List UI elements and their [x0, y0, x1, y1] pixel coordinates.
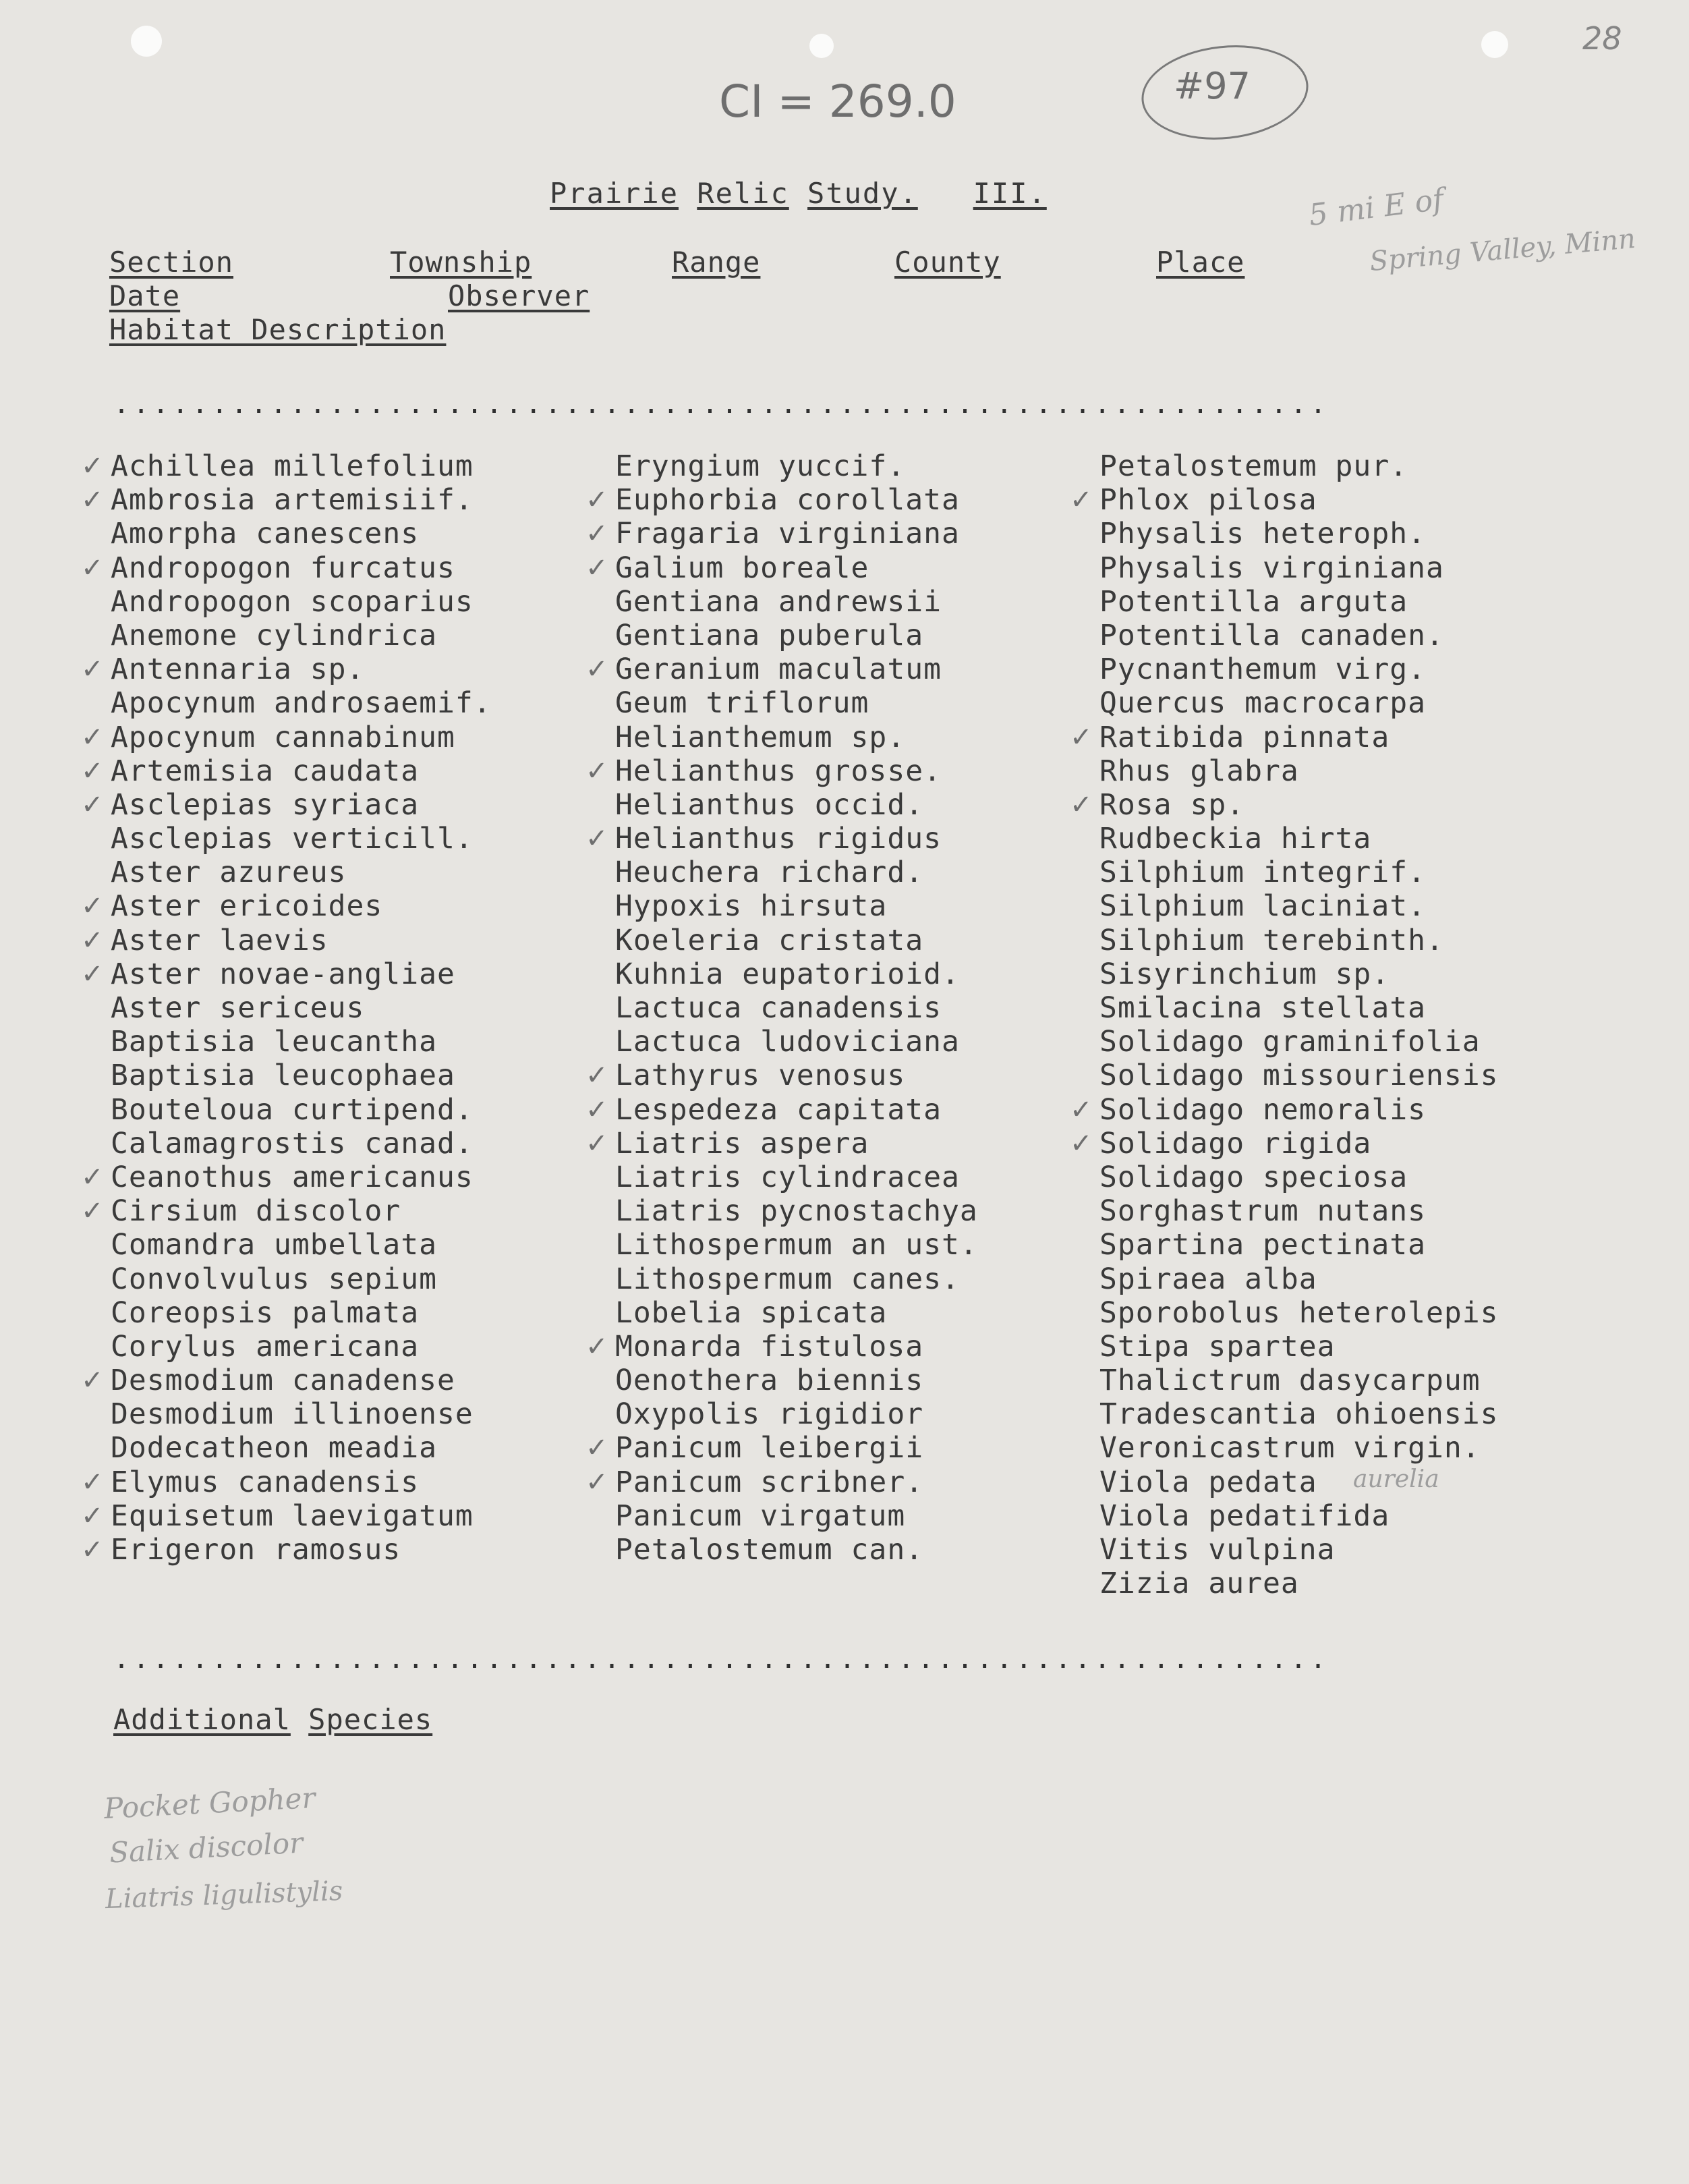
- species-name: Ambrosia artemisiif.: [111, 483, 474, 517]
- species-row: [615, 686, 978, 720]
- species-name: Equisetum laevigatum: [111, 1499, 474, 1533]
- species-row: [1099, 1228, 1499, 1262]
- check-mark-icon: ✓: [585, 1127, 609, 1159]
- species-row: [1099, 1059, 1499, 1092]
- county-field: County: [894, 246, 1001, 279]
- species-row: [615, 924, 978, 957]
- species-name: Physalis virginiana: [1099, 551, 1444, 585]
- species-row: [111, 1127, 492, 1160]
- check-mark-icon: ✓: [81, 1196, 105, 1227]
- species-row: [585, 652, 978, 687]
- species-row: [615, 957, 978, 991]
- check-mark-icon: ✓: [81, 552, 105, 584]
- species-name: Convolvulus sepium: [111, 1262, 437, 1296]
- species-name: Galium boreale: [615, 551, 869, 585]
- species-name: Desmodium illinoense: [111, 1397, 474, 1432]
- species-row: [615, 1533, 978, 1567]
- species-row: [81, 551, 492, 585]
- species-row: [1099, 1567, 1499, 1600]
- check-mark-icon: ✓: [585, 1094, 609, 1125]
- species-row: [1099, 1364, 1499, 1397]
- species-name: Aster novae-angliae: [111, 957, 455, 991]
- location-note-line1: 5 mi E of: [1307, 181, 1446, 233]
- species-row: [1099, 822, 1499, 856]
- viola-pedata-note: aurelia: [1353, 1465, 1439, 1493]
- species-row: [111, 686, 492, 720]
- species-row: [81, 1194, 492, 1229]
- species-row: [1099, 1160, 1499, 1194]
- species-name: Calamagrostis canad.: [111, 1126, 474, 1160]
- check-mark-icon: ✓: [81, 451, 105, 482]
- check-mark-icon: ✓: [1070, 789, 1093, 820]
- check-mark-icon: ✓: [81, 958, 105, 990]
- species-name: Amorpha canescens: [111, 517, 420, 551]
- species-name: Panicum leibergii: [615, 1431, 924, 1465]
- species-name: Silphium terebinth.: [1099, 923, 1444, 957]
- species-name: Lactuca canadensis: [615, 991, 942, 1025]
- species-name: Corylus americana: [111, 1329, 420, 1364]
- species-row: [615, 889, 978, 923]
- species-name: Solidago speciosa: [1099, 1160, 1408, 1194]
- title-word-3: Study.: [807, 177, 918, 210]
- separator-top: ..............................................................: [113, 389, 1330, 420]
- species-row: [615, 1025, 978, 1059]
- check-mark-icon: ✓: [81, 721, 105, 753]
- species-row: [1099, 856, 1499, 889]
- species-row: [1099, 686, 1499, 720]
- species-name: Artemisia caudata: [111, 754, 420, 788]
- species-name: Geranium maculatum: [615, 652, 942, 687]
- species-name: Sporobolus heterolepis: [1099, 1295, 1499, 1330]
- species-name: Liatris cylindracea: [615, 1160, 960, 1194]
- species-name: Aster sericeus: [111, 991, 365, 1025]
- species-row: [585, 1329, 978, 1364]
- species-row: [585, 754, 978, 788]
- date-field: Date: [109, 279, 181, 312]
- species-name: Erigeron ramosus: [111, 1533, 401, 1567]
- check-mark-icon: ✓: [585, 1060, 609, 1092]
- species-row: [81, 1465, 492, 1499]
- species-row: [585, 1059, 978, 1093]
- species-row: [81, 1160, 492, 1194]
- species-name: Monarda fistulosa: [615, 1329, 924, 1364]
- species-row: [111, 1228, 492, 1262]
- species-row: [1070, 1092, 1499, 1127]
- species-name: Rhus glabra: [1099, 754, 1299, 788]
- species-row: [1099, 1397, 1499, 1431]
- species-name: Liatris pycnostachya: [615, 1194, 978, 1229]
- species-row: [615, 1228, 978, 1262]
- species-name: Hypoxis hirsuta: [615, 889, 888, 924]
- species-row: [81, 787, 492, 822]
- species-row: [111, 1397, 492, 1431]
- species-name: Gentiana puberula: [615, 618, 924, 652]
- species-row: [1099, 1296, 1499, 1330]
- species-row: [81, 720, 492, 754]
- species-row: [111, 991, 492, 1025]
- species-name: Apocynum cannabinum: [111, 720, 455, 754]
- check-mark-icon: ✓: [81, 1365, 105, 1397]
- place-field: Place: [1156, 246, 1245, 279]
- species-row: [111, 822, 492, 856]
- species-row: [81, 1499, 492, 1533]
- species-name: Andropogon furcatus: [111, 551, 455, 585]
- species-row: [81, 652, 492, 687]
- species-row: [615, 1160, 978, 1194]
- species-name: Oxypolis rigidior: [615, 1397, 924, 1432]
- species-name: Lactuca ludoviciana: [615, 1025, 960, 1059]
- species-name: Koeleria cristata: [615, 923, 924, 957]
- species-row: [81, 483, 492, 517]
- species-row: [81, 1364, 492, 1398]
- species-name: Lathyrus venosus: [615, 1059, 906, 1093]
- species-row: [1099, 517, 1499, 551]
- observer-field: Observer: [448, 279, 590, 312]
- species-name: Silphium integrif.: [1099, 856, 1426, 890]
- species-name: Petalostemum can.: [615, 1533, 924, 1567]
- species-name: Viola pedata: [1099, 1465, 1317, 1499]
- species-name: Antennaria sp.: [111, 652, 365, 687]
- species-row: [615, 585, 978, 619]
- species-row: [585, 517, 978, 551]
- species-row: [585, 1126, 978, 1160]
- check-mark-icon: ✓: [81, 891, 105, 922]
- check-mark-icon: ✓: [81, 1466, 105, 1498]
- species-name: Rudbeckia hirta: [1099, 822, 1372, 856]
- check-mark-icon: ✓: [585, 484, 609, 516]
- species-row: [1099, 619, 1499, 652]
- species-name: Zizia aurea: [1099, 1567, 1299, 1601]
- title-word-4: III.: [973, 177, 1047, 210]
- id-note: #97: [1174, 65, 1251, 107]
- species-name: Eryngium yuccif.: [615, 449, 906, 483]
- species-name: Vitis vulpina: [1099, 1533, 1336, 1567]
- species-row: [615, 619, 978, 652]
- species-name: Solidago missouriensis: [1099, 1059, 1499, 1093]
- species-row: [1099, 551, 1499, 585]
- species-name: Lithospermum an ust.: [615, 1228, 978, 1262]
- additional-species-label: [113, 1703, 432, 1736]
- species-row: [1099, 1431, 1499, 1465]
- species-row: [81, 923, 492, 957]
- species-row: [111, 1330, 492, 1364]
- species-name: Asclepias syriaca: [111, 787, 420, 822]
- species-row: [1070, 483, 1499, 517]
- species-row: [585, 1431, 978, 1465]
- section-field: Section: [109, 246, 234, 279]
- species-row: [1099, 1025, 1499, 1059]
- species-name: Helianthus grosse.: [615, 754, 942, 788]
- species-name: Elymus canadensis: [111, 1465, 420, 1499]
- species-row: [1099, 991, 1499, 1025]
- range-field: Range: [672, 246, 761, 279]
- check-mark-icon: ✓: [1070, 721, 1093, 753]
- page-number: 28: [1582, 20, 1622, 57]
- check-mark-icon: ✓: [585, 552, 609, 584]
- species-row: [1070, 720, 1499, 754]
- species-name: Potentilla arguta: [1099, 584, 1408, 619]
- species-name: Cirsium discolor: [111, 1194, 401, 1229]
- species-name: Panicum scribner.: [615, 1465, 924, 1499]
- species-row: [111, 1059, 492, 1092]
- check-mark-icon: ✓: [81, 484, 105, 516]
- species-name: Spartina pectinata: [1099, 1228, 1426, 1262]
- species-row: [1099, 1499, 1499, 1533]
- species-row: [81, 957, 492, 991]
- species-row: [615, 1194, 978, 1228]
- species-row: [111, 1025, 492, 1059]
- check-mark-icon: ✓: [81, 755, 105, 787]
- species-row: [1099, 924, 1499, 957]
- species-name: Aster ericoides: [111, 889, 383, 924]
- page-title: [550, 177, 1047, 210]
- check-mark-icon: ✓: [81, 924, 105, 956]
- species-name: Smilacina stellata: [1099, 991, 1426, 1025]
- species-row: [111, 856, 492, 889]
- check-mark-icon: ✓: [585, 654, 609, 685]
- species-name: Sorghastrum nutans: [1099, 1194, 1426, 1229]
- species-row: [111, 1093, 492, 1127]
- species-row: [585, 483, 978, 517]
- species-name: Aster azureus: [111, 856, 347, 890]
- species-name: Kuhnia eupatorioid.: [615, 957, 960, 991]
- species-row: [1099, 1330, 1499, 1364]
- punch-hole-right: [1481, 31, 1508, 58]
- species-name: Tradescantia ohioensis: [1099, 1397, 1499, 1432]
- species-column-2: [585, 449, 978, 1567]
- species-name: Solidago nemoralis: [1099, 1092, 1426, 1127]
- species-word: Species: [308, 1703, 433, 1736]
- check-mark-icon: ✓: [81, 1161, 105, 1193]
- check-mark-icon: ✓: [1070, 484, 1093, 516]
- species-row: [111, 585, 492, 619]
- species-row: [111, 517, 492, 551]
- check-mark-icon: ✓: [81, 789, 105, 820]
- species-name: Gentiana andrewsii: [615, 584, 942, 619]
- species-name: Ceanothus americanus: [111, 1160, 474, 1194]
- punch-hole-left: [131, 26, 162, 57]
- species-name: Stipa spartea: [1099, 1329, 1336, 1364]
- species-name: Euphorbia corollata: [615, 483, 960, 517]
- species-name: Aster laevis: [111, 923, 328, 957]
- check-mark-icon: ✓: [81, 1500, 105, 1532]
- species-name: Anemone cylindrica: [111, 618, 437, 652]
- additional-species-1: Pocket Gopher: [103, 1781, 316, 1826]
- species-name: Heuchera richard.: [615, 856, 924, 890]
- separator-bottom: ..............................................................: [113, 1644, 1330, 1675]
- species-name: Comandra umbellata: [111, 1228, 437, 1262]
- species-row: [111, 1296, 492, 1330]
- species-name: Thalictrum dasycarpum: [1099, 1364, 1481, 1398]
- check-mark-icon: ✓: [1070, 1127, 1093, 1159]
- species-row: [615, 856, 978, 889]
- species-name: Helianthemum sp.: [615, 720, 906, 754]
- species-row: [1099, 652, 1499, 686]
- punch-hole-center: [809, 34, 834, 58]
- check-mark-icon: ✓: [585, 755, 609, 787]
- species-name: Baptisia leucantha: [111, 1025, 437, 1059]
- species-row: [615, 449, 978, 483]
- species-name: Petalostemum pur.: [1099, 449, 1408, 483]
- check-mark-icon: ✓: [1070, 1094, 1093, 1125]
- species-row: [585, 1092, 978, 1127]
- species-name: Panicum virgatum: [615, 1499, 906, 1533]
- species-row: [1099, 449, 1499, 483]
- species-name: Quercus macrocarpa: [1099, 686, 1426, 721]
- species-row: [1099, 1194, 1499, 1228]
- title-word-2: Relic: [697, 177, 789, 210]
- species-row: [615, 1397, 978, 1431]
- species-name: Asclepias verticill.: [111, 822, 474, 856]
- species-name: Andropogon scoparius: [111, 584, 474, 619]
- species-row: [81, 449, 492, 483]
- species-row: [615, 1364, 978, 1397]
- species-name: Geum triflorum: [615, 686, 869, 721]
- additional-species-2: Salix discolor: [108, 1826, 304, 1870]
- species-name: Ratibida pinnata: [1099, 720, 1390, 754]
- species-name: Lobelia spicata: [615, 1295, 888, 1330]
- species-row: [585, 551, 978, 585]
- species-row: [585, 1465, 978, 1499]
- species-name: Solidago graminifolia: [1099, 1025, 1481, 1059]
- species-row: [1070, 1126, 1499, 1160]
- species-row: [615, 788, 978, 822]
- species-name: Fragaria virginiana: [615, 517, 960, 551]
- township-field: Township: [390, 246, 532, 279]
- species-name: Apocynum androsaemif.: [111, 686, 492, 721]
- species-row: [1099, 754, 1499, 788]
- species-name: Lithospermum canes.: [615, 1262, 960, 1296]
- species-row: [615, 1499, 978, 1533]
- species-row: [81, 1533, 492, 1567]
- species-row: [111, 619, 492, 652]
- species-row: [1099, 585, 1499, 619]
- additional-word: Additional: [113, 1703, 291, 1736]
- check-mark-icon: ✓: [585, 1432, 609, 1464]
- location-note-line2: Spring Valley, Minn: [1368, 223, 1637, 278]
- species-row: [615, 1296, 978, 1330]
- species-name: Coreopsis palmata: [111, 1295, 420, 1330]
- species-name: Lespedeza capitata: [615, 1092, 942, 1127]
- check-mark-icon: ✓: [585, 518, 609, 550]
- check-mark-icon: ✓: [81, 654, 105, 685]
- species-name: Sisyrinchium sp.: [1099, 957, 1390, 991]
- species-name: Bouteloua curtipend.: [111, 1092, 474, 1127]
- species-column-1: [81, 449, 492, 1567]
- species-name: Rosa sp.: [1099, 787, 1245, 822]
- ci-note: CI = 269.0: [719, 76, 956, 128]
- species-column-3: [1070, 449, 1499, 1601]
- species-name: Desmodium canadense: [111, 1364, 455, 1398]
- additional-species-3: Liatris ligulistylis: [105, 1875, 343, 1915]
- title-word-1: Prairie: [550, 177, 679, 210]
- species-name: Solidago rigida: [1099, 1126, 1372, 1160]
- species-name: Baptisia leucophaea: [111, 1059, 455, 1093]
- species-name: Pycnanthemum virg.: [1099, 652, 1426, 687]
- check-mark-icon: ✓: [585, 1466, 609, 1498]
- check-mark-icon: ✓: [585, 823, 609, 855]
- species-name: Achillea millefolium: [111, 449, 474, 483]
- species-row: [81, 889, 492, 924]
- check-mark-icon: ✓: [81, 1534, 105, 1565]
- species-row: [585, 822, 978, 856]
- species-row: [1099, 1262, 1499, 1296]
- species-name: Spiraea alba: [1099, 1262, 1317, 1296]
- species-name: Helianthus occid.: [615, 787, 924, 822]
- species-row: [81, 754, 492, 788]
- species-row: [1099, 957, 1499, 991]
- species-name: Physalis heteroph.: [1099, 517, 1426, 551]
- species-row: [615, 721, 978, 754]
- species-row: [111, 1431, 492, 1465]
- species-name: Liatris aspera: [615, 1126, 869, 1160]
- species-row: [1099, 889, 1499, 923]
- habitat-description-field: Habitat Description: [109, 313, 447, 346]
- species-name: Viola pedatifida: [1099, 1499, 1390, 1533]
- species-row: [1099, 1533, 1499, 1567]
- species-name: Phlox pilosa: [1099, 483, 1317, 517]
- species-name: Silphium laciniat.: [1099, 889, 1426, 924]
- species-row: [1070, 787, 1499, 822]
- species-row: [615, 1262, 978, 1296]
- species-name: Dodecatheon meadia: [111, 1431, 437, 1465]
- species-name: Oenothera biennis: [615, 1364, 924, 1398]
- species-name: Helianthus rigidus: [615, 822, 942, 856]
- check-mark-icon: ✓: [585, 1331, 609, 1362]
- species-row: [111, 1262, 492, 1296]
- species-name: Veronicastrum virgin.: [1099, 1431, 1481, 1465]
- species-name: Potentilla canaden.: [1099, 618, 1444, 652]
- species-row: [615, 991, 978, 1025]
